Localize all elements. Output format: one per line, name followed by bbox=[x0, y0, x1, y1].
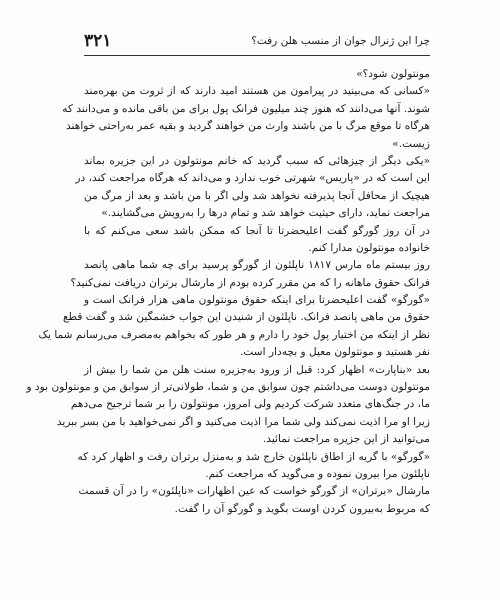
text-line: مونتولون شود؟» bbox=[356, 68, 430, 80]
text-line: «یکی دیگر از چیزهائی که سبب گردید که خانم مونتولون در این جزیره بماند bbox=[84, 154, 430, 167]
text-line: شوند. آنها می‌دانند که هنوز چند میلیون فرانک پول برای من باقی مانده و می‌دانند که bbox=[62, 102, 430, 115]
text-line: بعد «بناپارت» اظهار کرد: قبل از ورود به‌جزیره سنت هلن من شما را بیش از bbox=[84, 363, 430, 376]
text-line: زیرا او مرا اذیت نمی‌کند ولی شما مرا اذیت می‌کنید و اگر نمی‌خواهید با من بسر ببرید bbox=[56, 415, 430, 428]
text-line: حقوق من ماهی پانصد فرانک. ناپلئون از شنیدن این جواب خشمگین شد و گفت قطع bbox=[63, 311, 430, 324]
text-line: ناپلئون مرا بیرون نموده و می‌گوید که مراجعت کنم. bbox=[205, 467, 430, 480]
text-line: خانواده مونتولون مدارا کنم. bbox=[308, 241, 430, 254]
text-line: مونتولون دوست می‌داشتم چون سوابق من و شما، طولانی‌تر از سوابق من و مونتولون بود و bbox=[26, 381, 430, 394]
running-title: چرا این ژنرال جوان از منسب هلن رفت؟ bbox=[251, 35, 430, 47]
text-line: در آن روز گورگو گفت اعلیحضرتا تا آنجا که ممکن باشد سعی می‌کنم که با bbox=[84, 224, 430, 237]
text-line: نظر از اینکه من اختیار پول خود را دارم و هر طور که بخواهم به‌مصرف می‌رسانم شما یک bbox=[38, 328, 430, 341]
text-line: زیست.» bbox=[392, 137, 430, 150]
text-line: هیچیک از محافل آنجا پذیرفته نخواهد شد ولی اگر با من باشد و بعد از مرگ من bbox=[84, 189, 430, 202]
text-line: فرانک حقوق ماهانه را که من مقرر کرده بودم از مارشال برتران دریافت نمی‌کنید؟ bbox=[70, 276, 430, 289]
text-line: این است که در «پاریس» شهرتی خوب ندارد و می‌داند که هرگاه مراجعت کند، در bbox=[75, 172, 430, 185]
text-line: می‌توانید از این جزیره مراجعت نمائید. bbox=[262, 433, 430, 446]
text-line: ما، در جنگ‌های متعدد شرکت کردیم ولی امروز، مونتولون را بر شما ترجیح می‌دهم bbox=[70, 398, 430, 411]
page-number: ۳۲۱ bbox=[84, 31, 112, 51]
text-line: که مربوط به‌بیرون کردن اوست بگوید و گورگو آن را گفت. bbox=[174, 502, 430, 515]
text-line: «گورگو» با گریه از اطاق ناپلئون خارج شد و به‌منزل برتران رفت و اظهار کرد که bbox=[77, 450, 430, 463]
text-line: هرگاه تا موقع مرگ با من باشند وارث من خواهند گردید و بقیه عمر به‌راحتی خواهند bbox=[66, 120, 430, 133]
page-header bbox=[84, 31, 430, 52]
text-line: مارشال «برتران» از گورگو خواست که عین اظهارات «ناپلئون» را در آن قسمت bbox=[78, 485, 430, 498]
text-line: «گورگو» گفت اعلیحضرتا برای اینکه حقوق مونتولون ماهی هزار فرانک است و bbox=[84, 294, 430, 307]
text-line: نفر هستید و مونتولون معیل و بچه‌دار است. bbox=[239, 346, 430, 359]
text-line: مراجعت نماید، دارای حیثیت خواهد شد و تمام درها را به‌رویش می‌گشایند.» bbox=[101, 207, 430, 220]
body-text bbox=[26, 66, 430, 518]
header-rule bbox=[84, 55, 430, 56]
text-line: «کسانی که می‌بینید در پیرامون من هستند امید دارند که از ثروت من بهره‌مند bbox=[84, 85, 430, 98]
text-line: روز بیستم ماه مارس ۱۸۱۷ ناپلئون از گورگو پرسید برای چه شما ماهی پانصد bbox=[84, 259, 430, 272]
